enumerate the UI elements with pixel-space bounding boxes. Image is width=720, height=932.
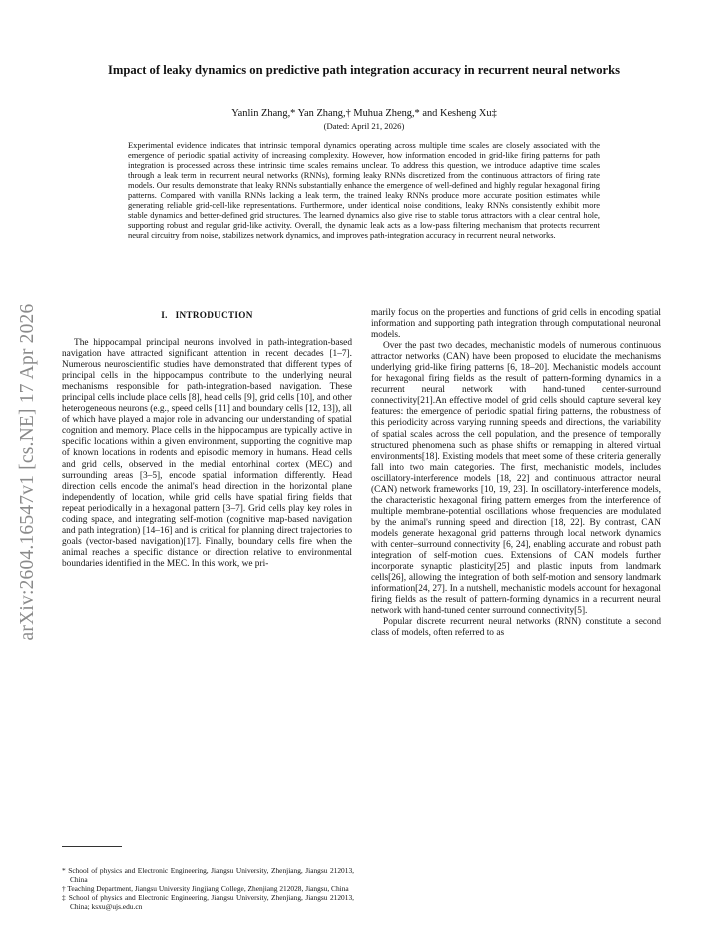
intro-paragraph-3: Popular discrete recurrent neural networks (RNN) constitute a second class of models, often referred to as xyxy=(371,617,661,639)
footnote-affiliation-3: ‡ School of physics and Electronic Engineering, Jiangsu University, Zhenjiang, Jiangsu 212013, China; ksxu@ujs.edu.cn xyxy=(62,893,354,911)
arxiv-watermark xyxy=(8,262,48,682)
date-line: (Dated: April 21, 2026) xyxy=(323,121,405,131)
intro-paragraph-2: Over the past two decades, mechanistic models of numerous continuous attractor networks (CAN) have been proposed to elucidate the mechanisms underlying grid-like firing patterns [6, 18–20]. Mechanistic models account for hexagonal firing fields as the result of pattern-forming dynamics in a recurrent neural network with hand-tuned center-surround connectivity[21].An effective model of grid cells should capture several key features: the emergence of periodic spatial firing patterns, the robustness of this periodicity across varying running speeds and directions, the variability of spatial scales across the cell population, and the presence of temporally structured phenomena such as phase shifts or remapping in altered virtual environments[18]. Existing models that meet some of these criteria generally fall into two main categories. The first, mechanistic models, includes oscillatory-interference models [18, 22] and continuous attractor neural (CAN) network frameworks [10, 19, 23]. In oscillatory-interference models, the characteristic hexagonal firing pattern emerges from the interference of multiple membrane-potential oscillations whose frequencies are modulated by the animal's running speed and direction [18, 22]. By contrast, CAN models generate hexagonal grid patterns through local network dynamics with center–surround connectivity [6, 24], enabling accurate and robust path integration of self-motion cues. Extensions of CAN models further incorporate synaptic plasticity[25] and plastic inputs from landmark cells[26], allowing the integration of both self-motion and sensory landmark information[24, 27]. In a nutshell, mechanistic models account for hexagonal firing fields as the result of pattern-forming dynamics in a recurrent neural network with hand-tuned center surround connectivity[5]. xyxy=(371,341,661,617)
footnote-affiliation-2: † Teaching Department, Jiangsu University Jingjiang College, Zhenjiang 212028, Jiangsu, China xyxy=(62,884,349,893)
footnote-rule xyxy=(62,846,122,847)
right-column xyxy=(371,308,661,639)
left-column xyxy=(62,310,352,570)
section-heading xyxy=(62,310,352,321)
author-list: Yanlin Zhang,* Yan Zhang,† Muhua Zheng,* and Kesheng Xu‡ xyxy=(231,108,497,119)
section-title: INTRODUCTION xyxy=(175,310,253,320)
section-number: I. xyxy=(161,310,168,320)
abstract: Experimental evidence indicates that intrinsic temporal dynamics operating across multiple time scales are closely associated with the emergence of periodic spatial activity of increasing complexity. However, how information encoded in grid-like firing patterns for path integration is processed across these intrinsic time scales remains unclear. To address this question, we introduce adaptive time scales through a leak term in recurrent neural networks (RNNs), forming leaky RNNs discretized from the continuous attractors of firing rate models. Our results demonstrate that leaky RNNs substantially enhance the emergence of well-defined and highly regular hexagonal firing patterns. Compared with vanilla RNNs lacking a leak term, the trained leaky RNNs produce more accurate position estimates while generating reliable grid-cell-like representations. Furthermore, under identical noise conditions, leaky RNNs consistently exhibit more stable dynamics and better-defined grid structures. The learned dynamics also give rise to stable torus attractors with a clear central hole, supporting robust and regular grid-like activity. Overall, the dynamic leak acts as a low-pass filtering mechanism that protects recurrent neural circuitry from noise, stabilizes network dynamics, and improves path-integration accuracy in recurrent neural networks. xyxy=(128,140,600,241)
intro-paragraph-1: The hippocampal principal neurons involved in path-integration-based navigation have attracted significant attention in recent decades [1–7]. Numerous neuroscientific studies have demonstrated that different types of principal cells in the hippocampus contribute to the underlying neural mechanisms responsible for path-integration-based navigation. These principal cells include place cells [8], head cells [9], grid cells [10], and other heterogeneous neurons (e.g., speed cells [11] and boundary cells [12, 13]), all of which have played a major role in advancing our understanding of spatial cognition and memory. Place cells in the hippocampus are typically active in specific locations within a given environment, supporting the cognitive map of known locations in rodents and episodic memory in humans. Head cells and grid cells, observed in the medial entorhinal cortex (MEC) and surrounding areas [3–5], encode spatial information differently. Head direction cells encode the animal's head direction in the horizontal plane independently of location, while grid cells have spatial firing fields that repeat periodically in a hexagonal pattern [3–7]. Grid cells play key roles in coding space, and integrating self-motion (cognitive map-based navigation and path integration) [14–16] and is critical for planning direct trajectories to goals (vector-based navigation)[17]. Finally, boundary cells fire when the animal reaches a specific distance or direction relative to environmental boundaries identified in the MEC. In this work, we pri- xyxy=(62,338,352,569)
arxiv-id: arXiv:2604.16547v1 [cs.NE] 17 Apr 2026 xyxy=(17,303,38,641)
intro-paragraph-1-continued: marily focus on the properties and functions of grid cells in encoding spatial information and supporting path integration through computational neuronal models. xyxy=(371,308,661,341)
footnotes xyxy=(62,866,354,911)
paper-title: Impact of leaky dynamics on predictive path integration accuracy in recurrent neural networks xyxy=(107,63,621,77)
footnote-affiliation-1: * School of physics and Electronic Engineering, Jiangsu University, Zhenjiang, Jiangsu 212013, China xyxy=(62,866,354,884)
